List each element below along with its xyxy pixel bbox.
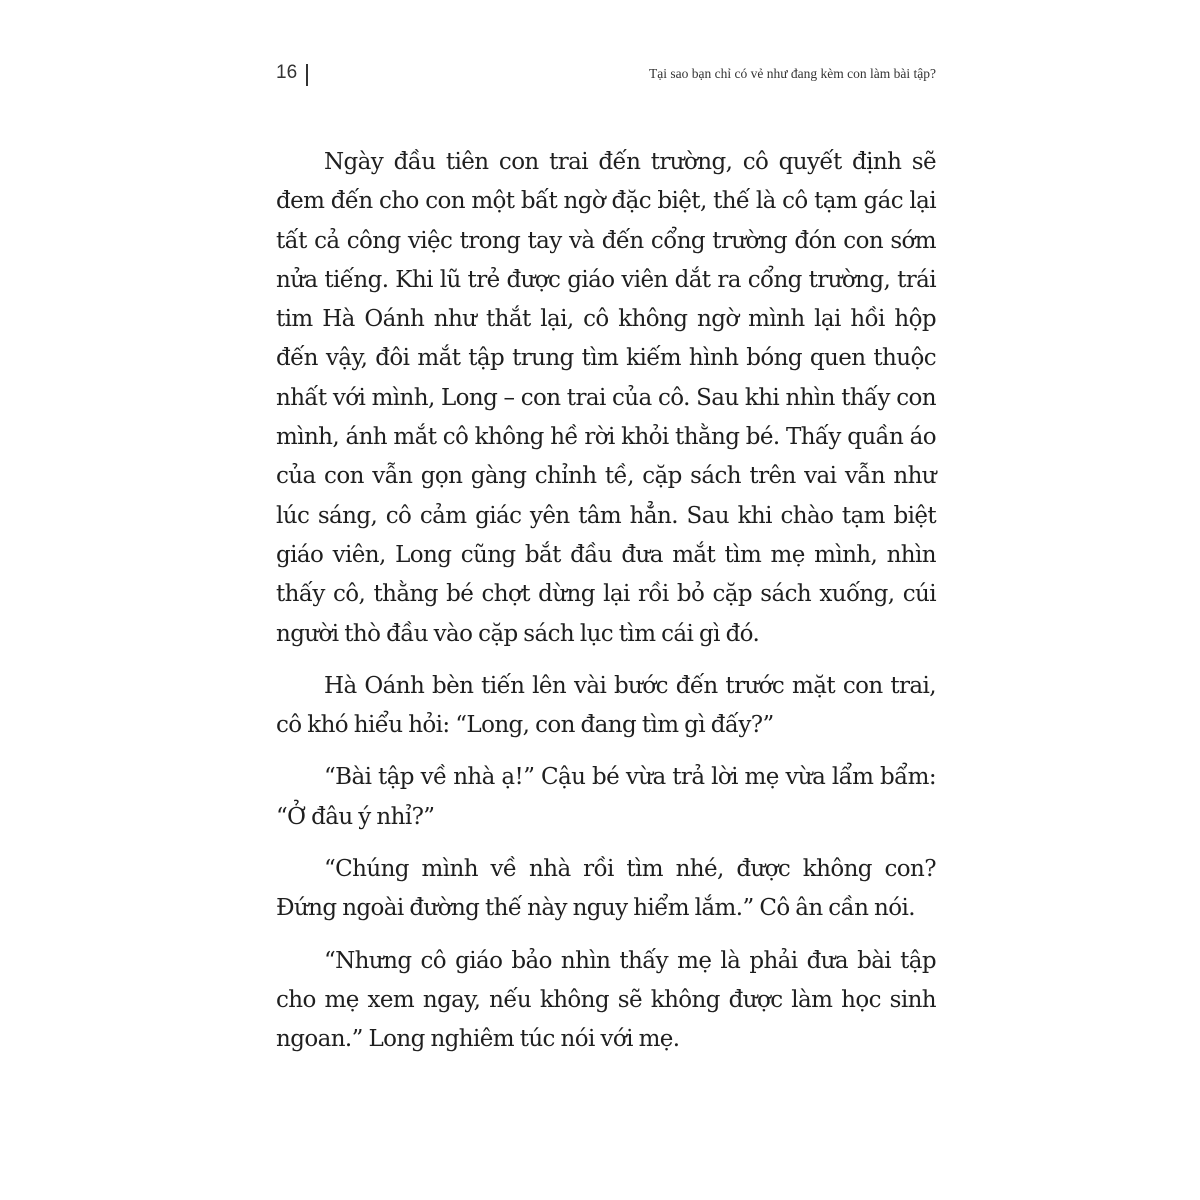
paragraph: Ngày đầu tiên con trai đến trường, cô quyết định sẽ đem đến cho con một bất ngờ đặc biệt, thế là cô tạm gác lại tất cả công việc trong tay và đến cổng trường đón con sớm nửa tiếng. Khi lũ trẻ được giáo viên dắt ra cổng trường, trái tim Hà Oánh như thắt lại, cô không ngờ mình lại hồi hộp đến vậy, đôi mắt tập trung tìm kiếm hình bóng quen thuộc nhất với mình, Long – con trai của cô. Sau khi nhìn thấy con mình, ánh mắt cô không hề rời khỏi thằng bé. Thấy quần áo của con vẫn gọn gàng chỉnh tề, cặp sách trên vai vẫn như lúc sáng, cô cảm giác yên tâm hẳn. Sau khi chào tạm biệt giáo viên, Long cũng bắt đầu đưa mắt tìm mẹ mình, nhìn thấy cô, thằng bé chợt dừng lại rồi bỏ cặp sách xuống, cúi người thò đầu vào cặp sách lục tìm cái gì đó.: [276, 149, 936, 647]
paragraph: Hà Oánh bèn tiến lên vài bước đến trước mặt con trai, cô khó hiểu hỏi: “Long, con đang tìm gì đấy?”: [276, 672, 936, 739]
paragraph: “Bài tập về nhà ạ!” Cậu bé vừa trả lời mẹ vừa lẩm bẩm: “Ở đâu ý nhỉ?”: [276, 764, 936, 830]
page-header: [276, 60, 936, 90]
header-divider: [306, 64, 308, 86]
page-number: 16: [276, 62, 298, 83]
running-title: Tại sao bạn chỉ có vẻ như đang kèm con làm bài tập?: [649, 66, 936, 81]
body-text: [276, 143, 936, 1073]
paragraph: “Nhưng cô giáo bảo nhìn thấy mẹ là phải đưa bài tập cho mẹ xem ngay, nếu không sẽ không được làm học sinh ngoan.” Long nghiêm túc nói với mẹ.: [276, 947, 936, 1053]
paragraph: “Chúng mình về nhà rồi tìm nhé, được không con? Đứng ngoài đường thế này nguy hiểm lắm.” Cô ân cần nói.: [276, 856, 936, 922]
